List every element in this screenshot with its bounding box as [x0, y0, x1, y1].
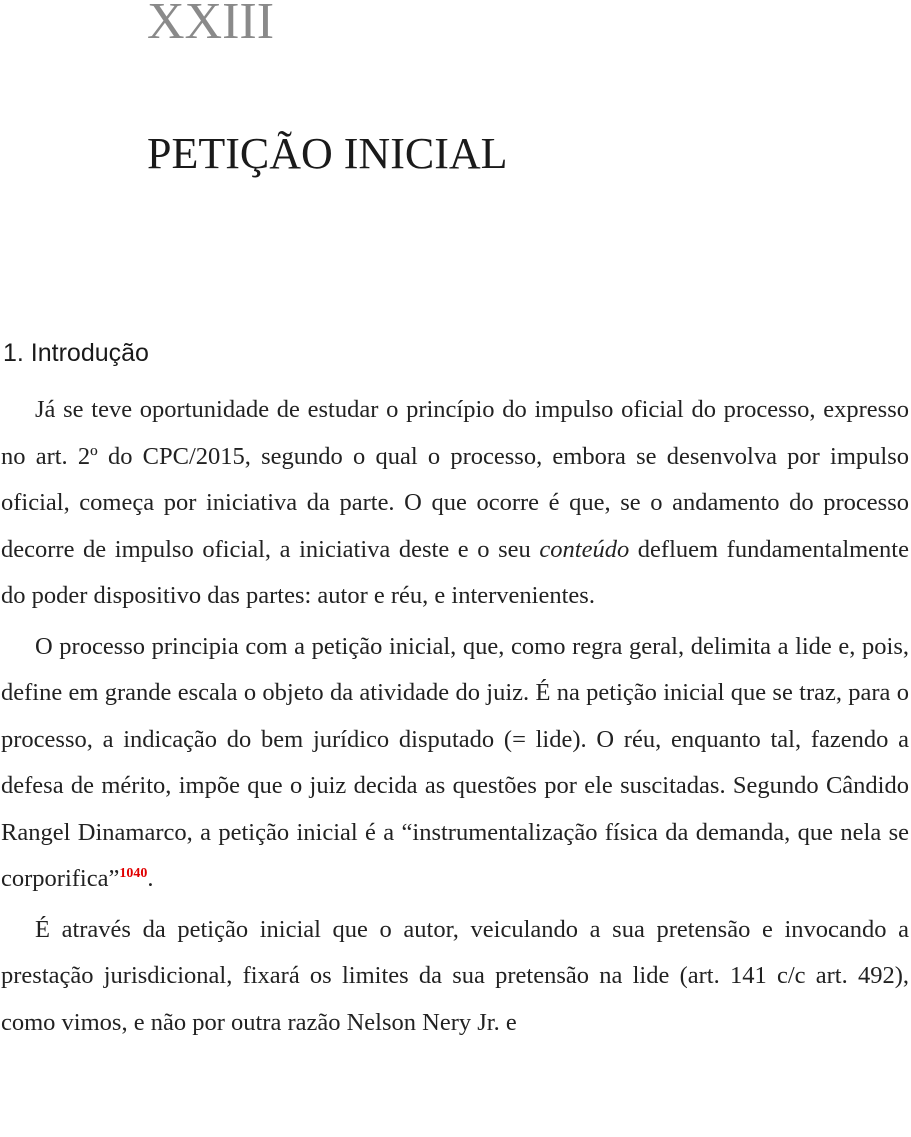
body-text: [1, 387, 909, 1050]
paragraph-2-text-a: O processo principia com a petição inicial, que, como regra geral, delimita a lide e, pois, define em grande escala o objeto da atividade do juiz. É na petição inicial que se traz, para o processo, a indicação do bem jurídico disputado (= lide). O réu, enquanto tal, fazendo a defesa de mérito, impõe que o juiz decida as questões por ele suscitadas. Segundo Cândido Rangel Dinamarco, a petição inicial é a “instrumentalização física da demanda, que nela se corporifica”: [1, 632, 909, 892]
paragraph-2-text-b: .: [147, 865, 154, 892]
paragraph-1: [1, 387, 909, 620]
emphasis-conteudo: conteúdo: [539, 535, 630, 563]
paragraph-1-text-b: defluem fundamentalmente do poder dispositivo das partes: autor e réu, e intervenientes.: [1, 535, 909, 609]
paragraph-1-text-a: Já se teve oportunidade de estudar o princípio do impulso oficial do processo, expresso no art. 2º do CPC/2015, segundo o qual o processo, embora se desenvolva por impulso oficial, começa por iniciativa da parte. O que ocorre é que, se o andamento do processo decorre de impulso oficial, a iniciativa deste e o seu: [1, 396, 909, 563]
section-heading: 1. Introdução: [3, 339, 149, 367]
chapter-number: XXIII: [147, 0, 275, 50]
chapter-title: PETIÇÃO INICIAL: [147, 129, 508, 178]
paragraph-3: [1, 907, 909, 1047]
paragraph-3-text-a: É através da petição inicial que o autor, veiculando a sua pretensão e invocando a prestação jurisdicional, fixará os limites da sua pretensão na lide (art. 141 c/c art. 492), como vimos, e não por outra razão Nelson Nery Jr. e: [1, 915, 909, 1036]
paragraph-2: [1, 624, 909, 903]
footnote-ref-1040[interactable]: 1040: [119, 866, 148, 881]
